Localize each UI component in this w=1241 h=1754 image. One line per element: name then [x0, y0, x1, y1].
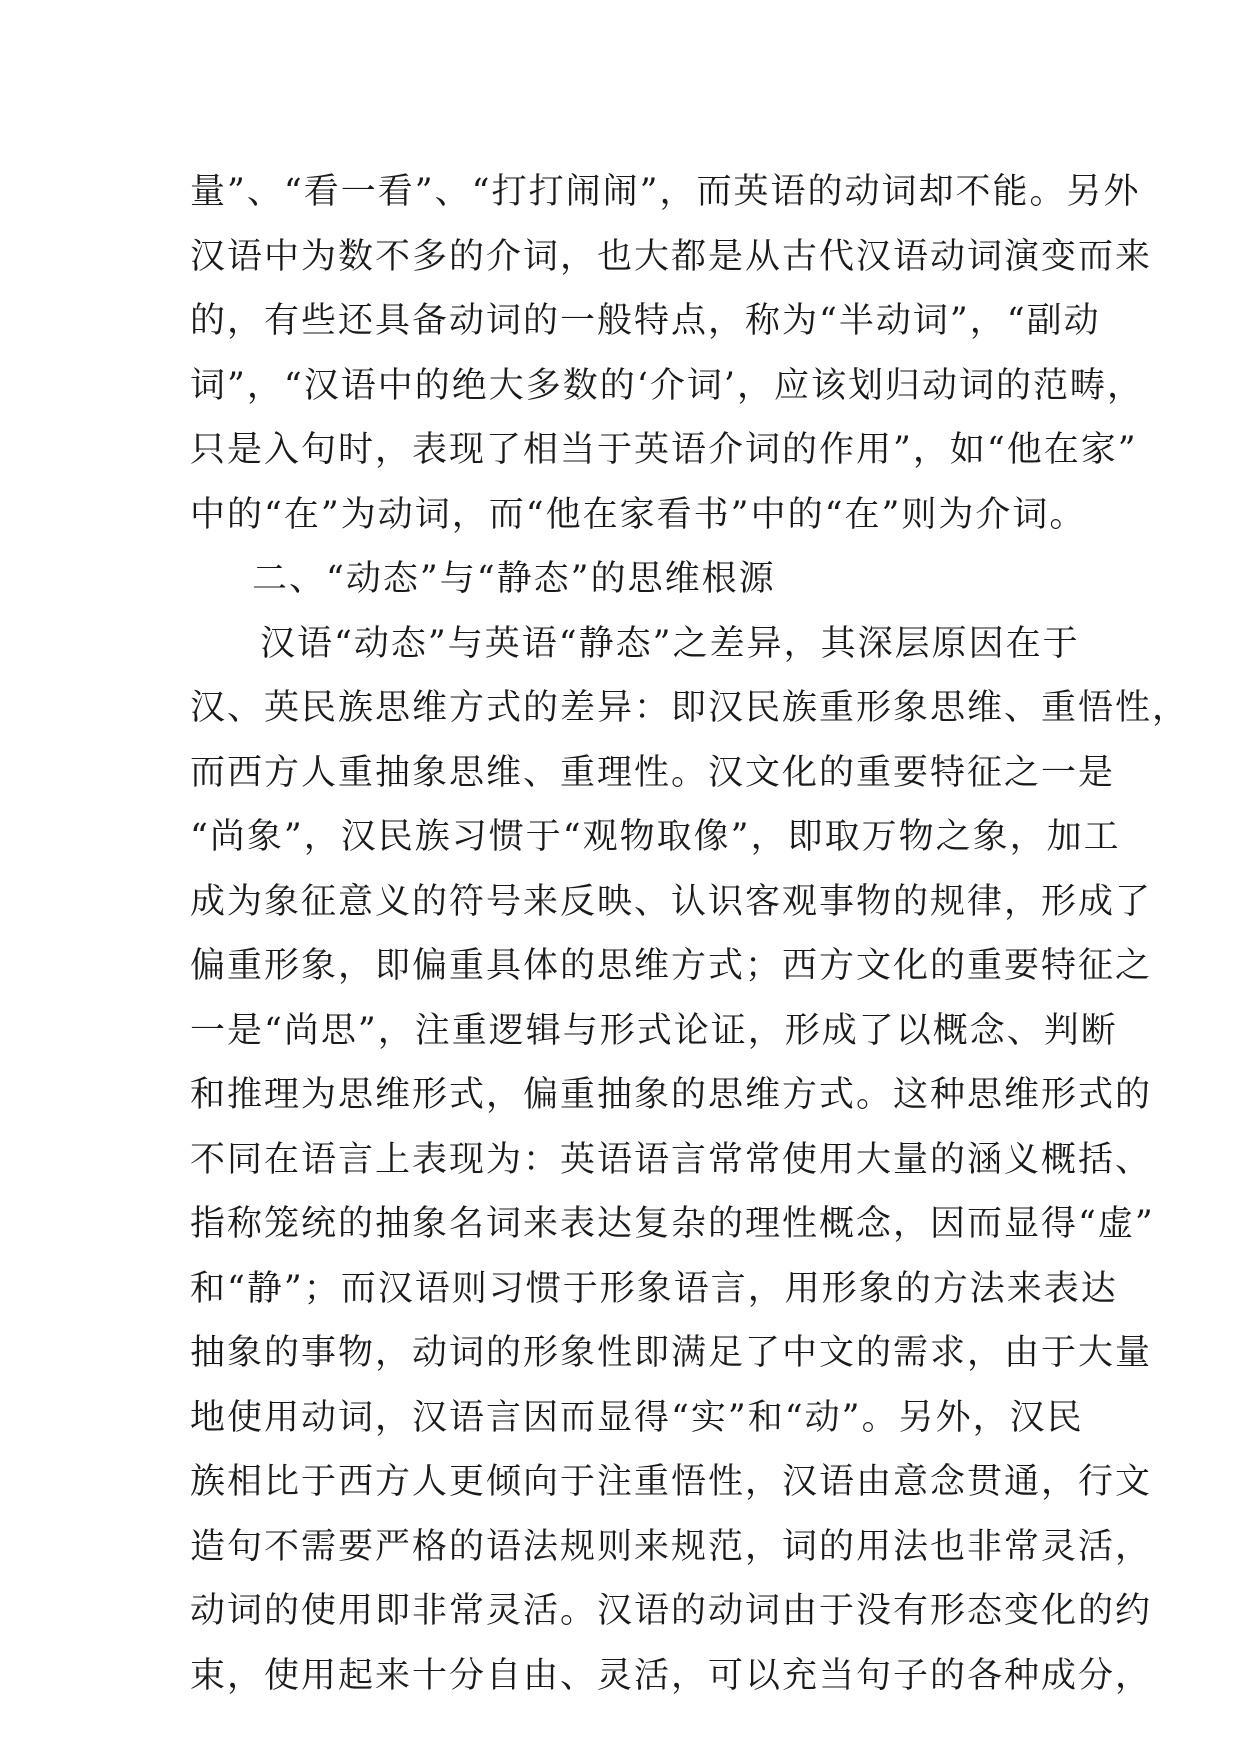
text-line: 地使用动词，汉语言因而显得“实”和“动”。另外，汉民: [190, 1397, 1084, 1438]
text-line: 指称笼统的抽象名词来表达复杂的理性概念，因而显得“虚”: [190, 1204, 1155, 1244]
text-line: 动词的使用即非常灵活。汉语的动词由于没有形态变化的约: [190, 1591, 1153, 1631]
text-line: 的，有些还具备动词的一般特点，称为“半动词”，“副动: [190, 301, 1101, 341]
text-line: 偏重形象，即偏重具体的思维方式；西方文化的重要特征之: [190, 946, 1153, 986]
text-line: 束，使用起来十分自由、灵活，可以充当句子的各种成分，: [190, 1655, 1153, 1696]
text-line: 而西方人重抽象思维、重理性。汉文化的重要特征之一是: [190, 752, 1116, 793]
text-line: 只是入句时，表现了相当于英语介词的作用”，如“他在家”: [190, 430, 1138, 470]
text-line: 不同在语言上表现为：英语语言常常使用大量的涵义概括、: [190, 1139, 1153, 1180]
text-line: 量”、“看一看”、“打打闹闹”，而英语的动词却不能。另外: [190, 172, 1141, 212]
text-line: 和“静”；而汉语则习惯于形象语言，用形象的方法来表达: [190, 1268, 1118, 1309]
section-heading: 二、“动态”与“静态”的思维根源: [252, 559, 776, 599]
text-line: 成为象征意义的符号来反映、认识客观事物的规律，形成了: [190, 881, 1153, 922]
body-text: [190, 160, 1190, 1708]
text-line: 造句不需要严格的语法规则来规范，词的用法也非常灵活，: [190, 1526, 1153, 1567]
text-line: “尚象”，汉民族习惯于“观物取像”，即取万物之象，加工: [190, 817, 1121, 857]
text-line: 和推理为思维形式，偏重抽象的思维方式。这种思维形式的: [190, 1075, 1153, 1115]
text-line: 汉语“动态”与英语“静态”之差异，其深层原因在于: [260, 623, 1080, 664]
text-line: 汉、英民族思维方式的差异：即汉民族重形象思维、重悟性，: [190, 688, 1190, 728]
text-line: 抽象的事物，动词的形象性即满足了中文的需求，由于大量: [190, 1333, 1153, 1373]
text-line: 一是“尚思”，注重逻辑与形式论证，形成了以概念、判断: [190, 1010, 1118, 1051]
text-line: 汉语中为数不多的介词，也大都是从古代汉语动词演变而来: [190, 236, 1153, 277]
text-line: 族相比于西方人更倾向于注重悟性，汉语由意念贯通，行文: [190, 1462, 1153, 1502]
text-line: 中的“在”为动词，而“他在家看书”中的“在”则为介词。: [190, 494, 1087, 535]
text-line: 词”，“汉语中的绝大多数的‘介词’，应该划归动词的范畴，: [190, 365, 1145, 406]
